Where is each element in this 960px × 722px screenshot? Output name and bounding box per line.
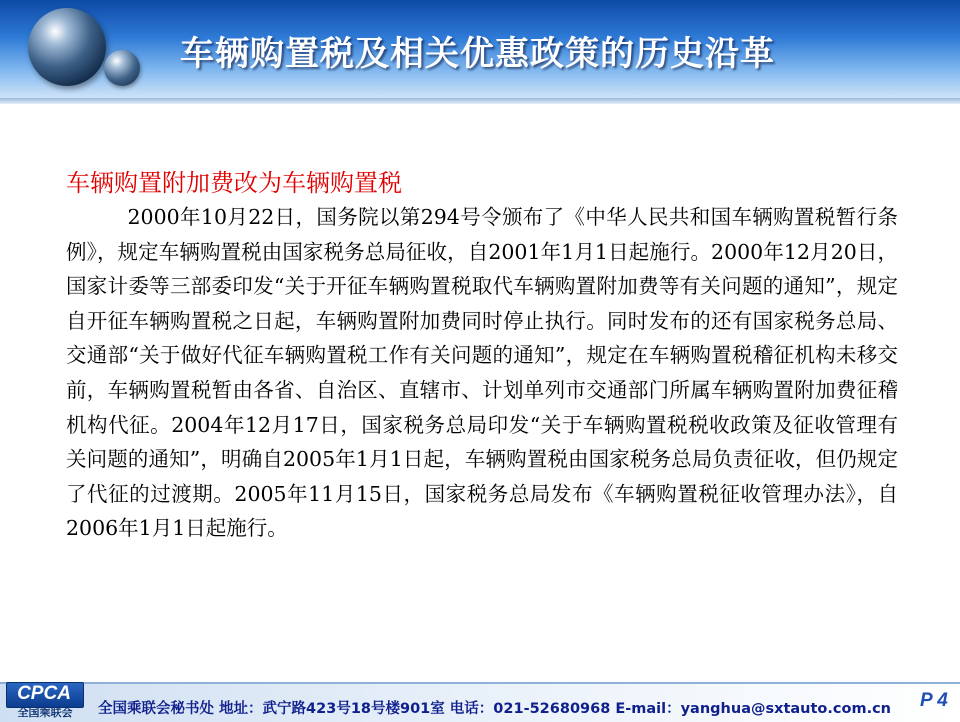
globe-decoration-large <box>28 8 106 86</box>
slide-title: 车辆购置税及相关优惠政策的历史沿革 <box>180 34 775 74</box>
cpca-logo <box>6 680 88 720</box>
page-number: P 4 <box>920 690 948 711</box>
footer-contact: 全国乘联会秘书处 地址：武宁路423号18号楼901室 电话：021-52680968 E-mail：yanghua@sxtauto.com.cn <box>98 701 891 717</box>
header-divider <box>0 98 960 104</box>
cpca-logo-subtext: 全国乘联会 <box>17 706 73 719</box>
section-heading: 车辆购置附加费改为车辆购置税 <box>66 169 402 197</box>
body-paragraph: 2000年10月22日，国务院以第294号令颁布了《中华人民共和国车辆购置税暂行条例》，规定车辆购置税由国家税务总局征收，自2001年1月1日起施行。2000年12月20日，国家计委等三部委印发“关于开征车辆购置税取代车辆购置附加费等有关问题的通知”，规定自开征车辆购置税之日起，车辆购置附加费同时停止执行。同时发布的还有国家税务总局、交通部“关于做好代征车辆购置税工作有关问题的通知”，规定在车辆购置税稽征机构未移交前，车辆购置税暂由各省、自治区、直辖市、计划单列市交通部门所属车辆购置附加费征稽机构代征。2004年12月17日，国家税务总局印发“关于车辆购置税税收政策及征收管理有关问题的通知”，明确自2005年1月1日起，车辆购置税由国家税务总局负责征收，但仍规定了代征的过渡期。2005年11月15日，国家税务总局发布《车辆购置税征收管理办法》，自2006年1月1日起施行。 <box>66 205 898 541</box>
globe-decoration-small <box>104 50 140 86</box>
cpca-logo-text: CPCA <box>17 683 71 704</box>
